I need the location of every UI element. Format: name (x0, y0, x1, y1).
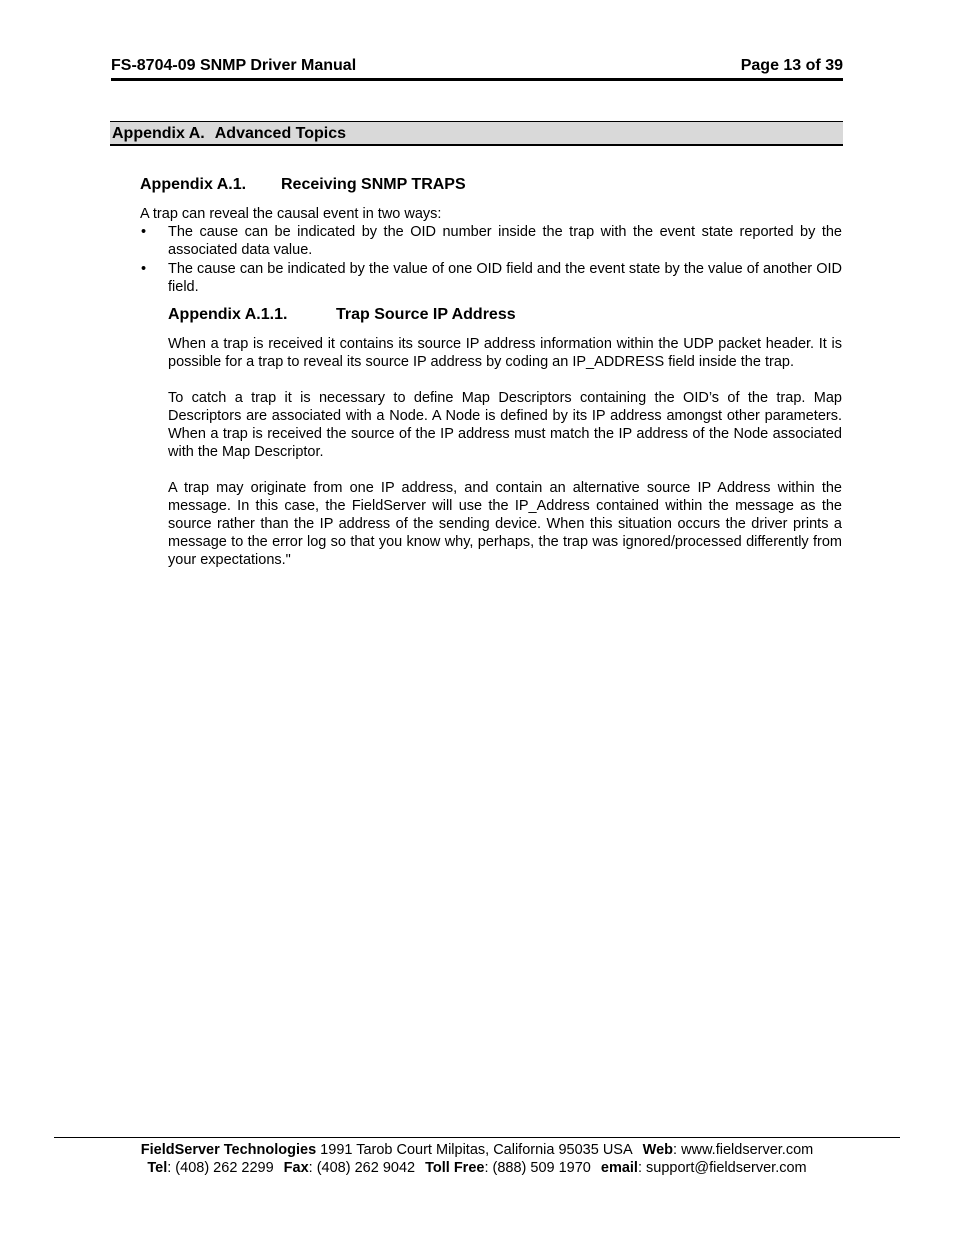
list-item (140, 223, 842, 259)
page-number: Page 13 of 39 (740, 57, 843, 74)
list-item (140, 260, 842, 296)
footer-fax-value: : (408) 262 9042 (308, 1160, 416, 1176)
bullet-icon: • (141, 261, 147, 277)
footer-email-value: : support@fieldserver.com (637, 1160, 807, 1176)
bullet-icon: • (141, 224, 147, 240)
page-header (111, 56, 843, 81)
section-number: Appendix A.1. (140, 176, 247, 193)
subsection-heading (168, 305, 516, 325)
section-heading (140, 175, 466, 195)
footer-tollfree-value: : (888) 509 1970 (484, 1160, 591, 1176)
footer-fax-label: Fax (283, 1160, 309, 1176)
footer-address: 1991 Tarob Court Milpitas, California 95035 USA (316, 1142, 633, 1158)
appendix-title: Advanced Topics (214, 125, 347, 142)
section-intro: A trap can reveal the causal event in two ways: (140, 206, 442, 222)
appendix-label: Appendix A. (112, 125, 205, 142)
list-item-text: The cause can be indicated by the OID number inside the trap with the event state reported by the associated data value. (168, 224, 842, 258)
subsection-number: Appendix A.1.1. (168, 306, 288, 323)
footer-email-label: email (600, 1160, 638, 1176)
appendix-heading (110, 121, 843, 146)
footer-web-label: Web (642, 1142, 674, 1158)
footer-tel-value: : (408) 262 2299 (167, 1160, 274, 1176)
subsection-body (168, 335, 842, 587)
list-item-text: The cause can be indicated by the value of one OID field and the event state by the value of another OID field. (168, 261, 842, 295)
paragraph: To catch a trap it is necessary to define Map Descriptors containing the OID’s of the trap. Map Descriptors are associated with a Node. A Node is defined by its IP address amongst other parameters. When a trap is received the source of the IP address must match the IP address of the Node associated with the Map Descriptor. (168, 390, 842, 460)
footer-line-2 (54, 1159, 900, 1177)
footer-tel-label: Tel (147, 1160, 168, 1176)
section-title: Receiving SNMP TRAPS (281, 176, 466, 193)
page-footer (54, 1141, 900, 1177)
document-title: FS-8704-09 SNMP Driver Manual (111, 57, 357, 74)
footer-web-value: : www.fieldserver.com (673, 1142, 814, 1158)
subsection-title: Trap Source IP Address (336, 306, 516, 323)
paragraph: A trap may originate from one IP address, and contain an alternative source IP Address within the message. In this case, the FieldServer will use the IP_Address contained within the message as the source rather than the IP address of the sending device. When this situation occurs the driver prints a message to the error log so that you know why, perhaps, the trap was ignored/processed differently from your expectations." (168, 480, 842, 568)
bullet-list (140, 223, 842, 297)
footer-tollfree-label: Toll Free (425, 1160, 485, 1176)
footer-line-1 (54, 1141, 900, 1159)
footer-company: FieldServer Technologies (140, 1142, 317, 1158)
footer-divider (54, 1137, 900, 1138)
paragraph: When a trap is received it contains its source IP address information within the UDP packet header. It is possible for a trap to reveal its source IP address by coding an IP_ADDRESS field inside the trap. (168, 336, 842, 370)
